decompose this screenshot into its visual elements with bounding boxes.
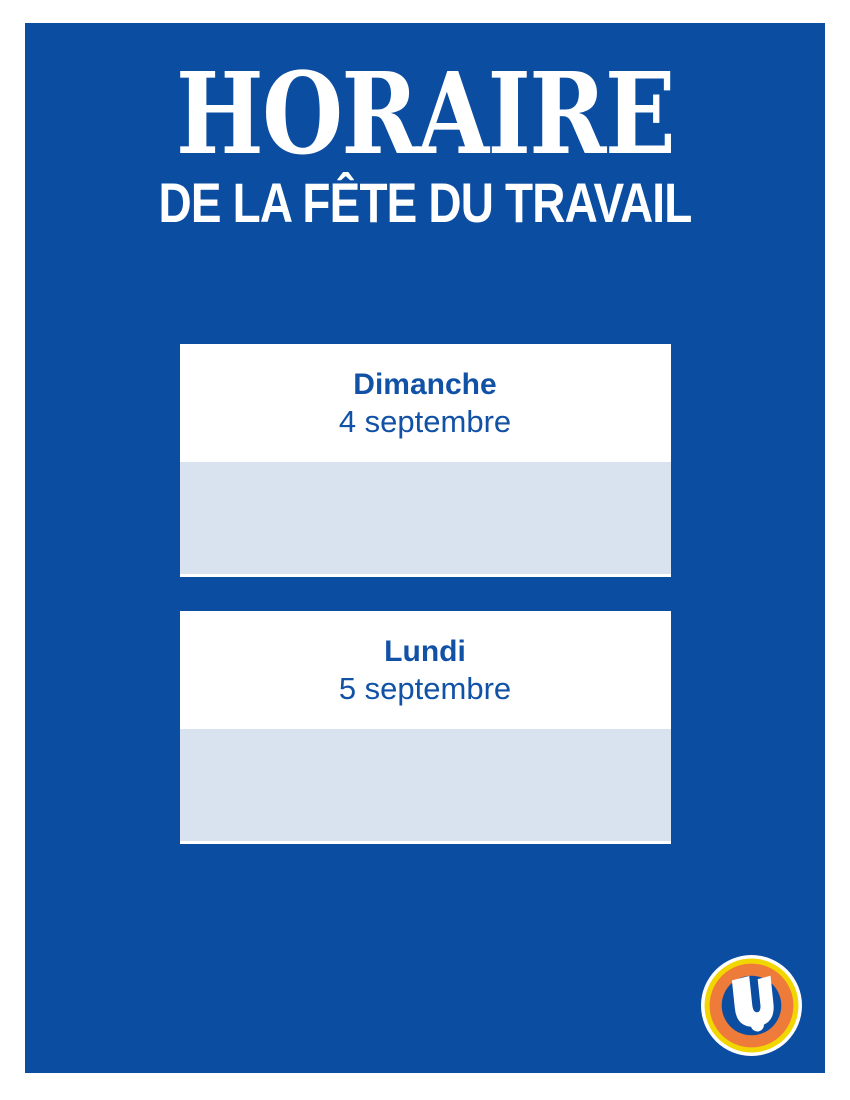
u-brand-logo-icon	[701, 955, 802, 1056]
card-date-label: 4 septembre	[338, 404, 512, 440]
card-header	[180, 611, 671, 729]
hours-panel-sunday	[180, 462, 671, 574]
poster-title: HORAIRE	[175, 49, 675, 180]
card-day-label: Lundi	[384, 635, 466, 669]
hours-panel-monday	[180, 729, 671, 841]
card-day-label: Dimanche	[353, 368, 497, 402]
schedule-card-sunday	[180, 344, 671, 577]
card-date-label: 5 septembre	[338, 671, 512, 707]
card-header	[180, 344, 671, 462]
holiday-hours-poster	[0, 23, 850, 1073]
poster-background	[25, 23, 825, 1073]
schedule-card-monday	[180, 611, 671, 844]
poster-subtitle: DE LA FÊTE DU TRAVAIL	[158, 171, 692, 234]
u-logo-svg	[701, 955, 802, 1056]
schedule-cards	[25, 344, 825, 844]
